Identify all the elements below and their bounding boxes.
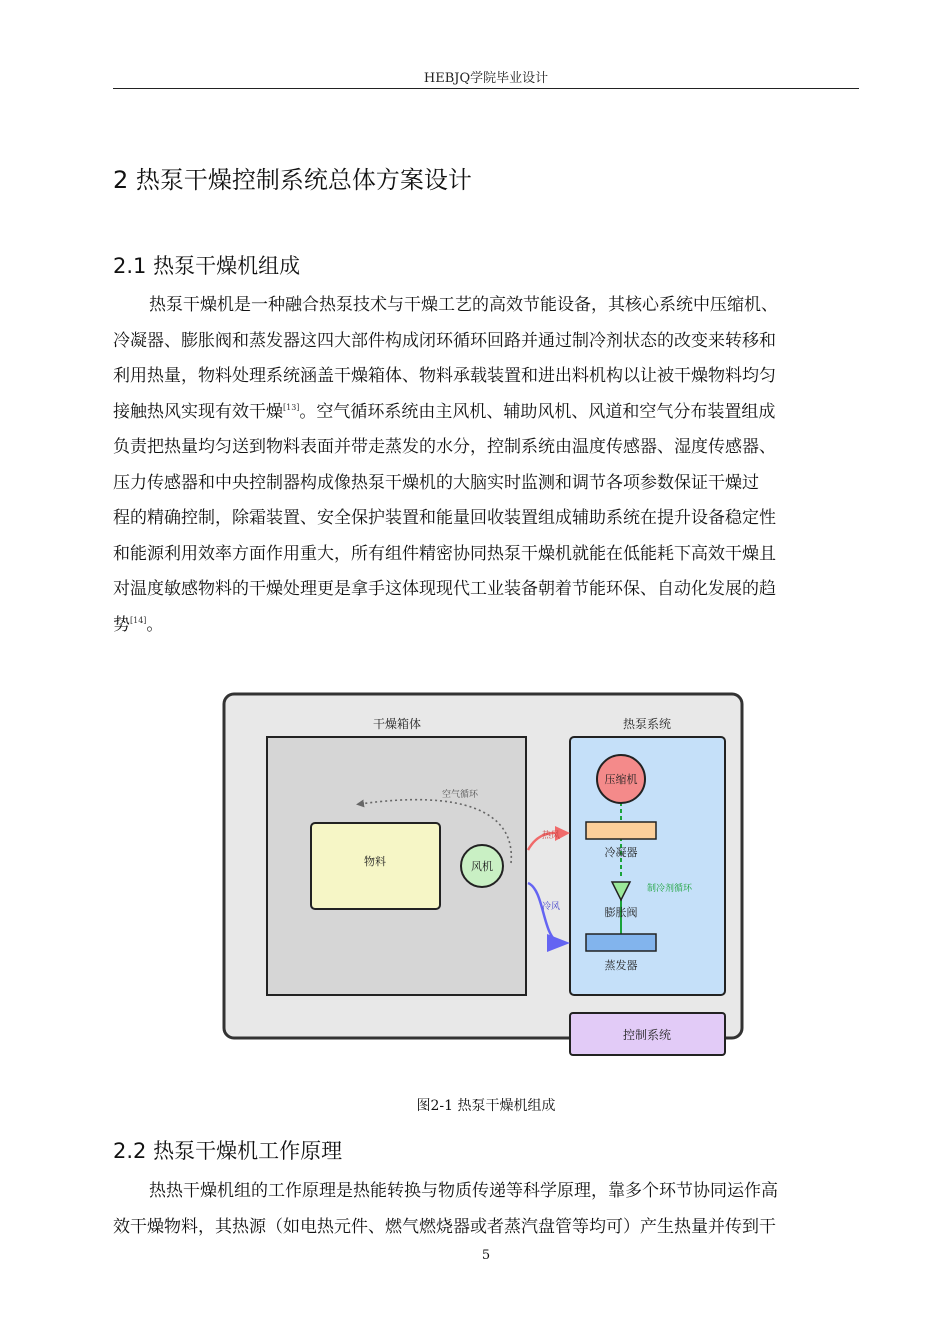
compressor-label: 压缩机 [604,773,638,786]
material-label: 物料 [364,855,386,868]
evaporator-label: 蒸发器 [604,959,638,972]
paragraph-line: 负责把热量均匀送到物料表面并带走蒸发的水分，控制系统由温度传感器、湿度传感器、 [113,437,776,457]
chapter-title: 2 热泵干燥控制系统总体方案设计 [113,166,472,194]
paragraph-line: 程的精确控制，除霜装置、安全保护装置和能量回收装置组成辅助系统在提升设备稳定性 [113,508,776,528]
hot-air-label: 热风 [542,831,561,841]
figure-heat-pump-dryer-composition [220,690,746,1060]
citation-13: [13] [283,402,300,412]
paragraph-line: 利用热量，物料处理系统涵盖干燥箱体、物料承载装置和进出料机构以让被干燥物料均匀 [113,366,776,386]
section-2-1-paragraph [113,288,859,643]
section-2-2-paragraph [113,1174,859,1245]
running-header: HEBJQ学院毕业设计 [423,71,549,86]
citation-14: [14] [130,615,147,625]
evaporator-bar [586,934,656,951]
paragraph-text: 。 [146,614,164,635]
paragraph-line: 冷凝器、膨胀阀和蒸发器这四大部件构成闭环循环回路并通过制冷剂状态的改变来转移和 [113,330,776,351]
expansion-valve-label: 膨胀阀 [604,906,638,919]
paragraph-line: 压力传感器和中央控制器构成像热泵干燥机的大脑实时监测和调节各项参数保证干燥过 [113,472,759,493]
paragraph-text: 。空气循环系统由主风机、辅助风机、风道和空气分布装置组成 [299,401,776,422]
header-rule [113,88,859,89]
heat-pump-label: 热泵系统 [622,717,672,731]
paragraph-line: 和能源利用效率方面作用重大，所有组件精密协同热泵干燥机就能在低能耗下高效干燥且 [113,543,776,564]
condenser-label: 冷凝器 [604,846,638,859]
section-2-2-title: 2.2 热泵干燥机工作原理 [113,1139,343,1163]
paragraph-text: 接触热风实现有效干燥 [113,401,283,422]
paragraph-line [113,395,859,431]
condenser-bar [586,822,656,839]
paragraph-text: 势 [113,614,130,635]
refrigerant-cycle-label: 制冷剂循环 [647,884,693,894]
paragraph-line: 热泵干燥机是一种融合热泵技术与干燥工艺的高效节能设备，其核心系统中压缩机、 [149,295,778,315]
fan-label: 风机 [471,860,493,873]
cold-air-label: 冷风 [542,902,561,912]
paragraph-line: 热热干燥机组的工作原理是热能转换与物质传递等科学原理，靠多个环节协同运作高 [149,1181,778,1201]
air-circulation-label: 空气循环 [441,790,479,800]
figure-caption: 图2-1 热泵干燥机组成 [416,1098,556,1114]
paragraph-line: 效干燥物料，其热源（如电热元件、燃气燃烧器或者蒸汽盘管等均可）产生热量并传到干 [113,1216,776,1237]
control-system-label: 控制系统 [622,1028,672,1042]
paragraph-line: 对温度敏感物料的干燥处理更是拿手这体现现代工业装备朝着节能环保、自动化发展的趋 [113,579,776,599]
drying-box-label: 干燥箱体 [372,717,422,731]
heat-pump-box [570,737,725,995]
section-2-1-title: 2.1 热泵干燥机组成 [113,254,301,278]
paragraph-line [113,608,859,644]
page-number: 5 [481,1248,491,1263]
